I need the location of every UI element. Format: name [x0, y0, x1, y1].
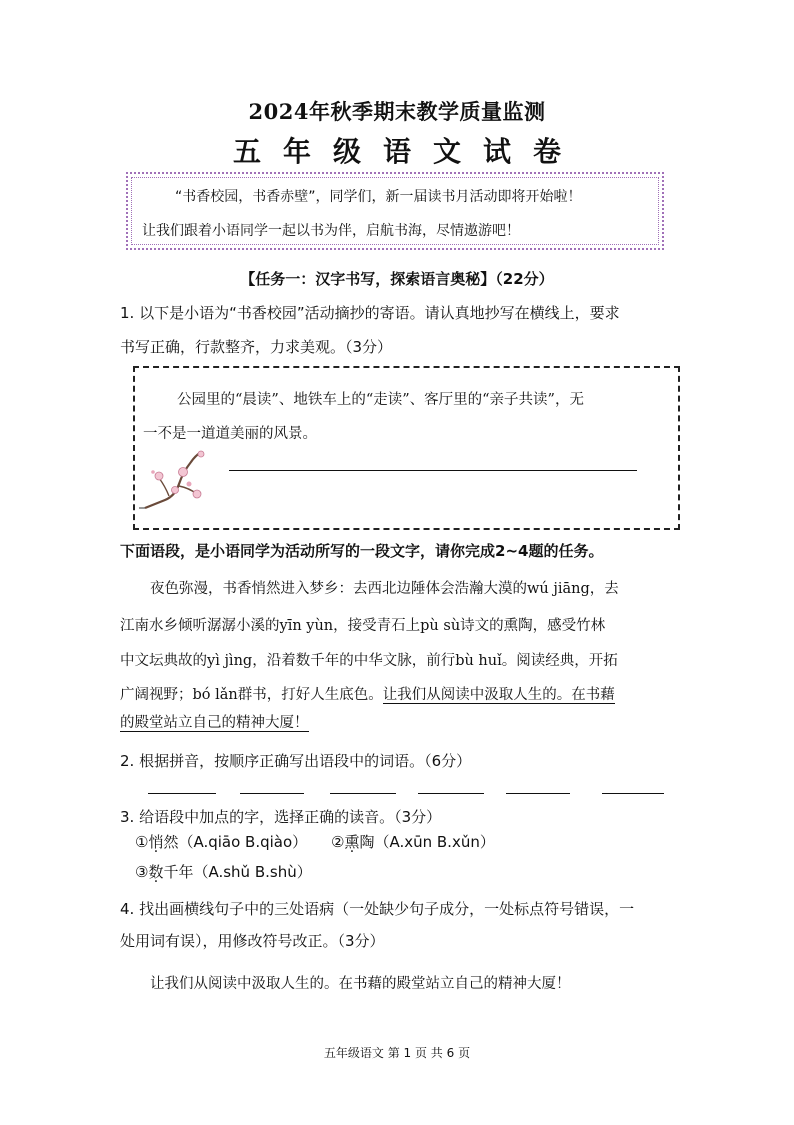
q1-line-2: 书写正确，行款整齐，力求美观。（3分）	[120, 338, 393, 356]
q4-sentence: 让我们从阅读中汲取人生的。在书藉的殿堂站立自己的精神大厦！	[150, 976, 571, 992]
passage-line-5	[120, 711, 309, 732]
q3-text: 3. 给语段中加点的字，选择正确的读音。（3分）	[120, 808, 442, 826]
q3-option-3[interactable]	[135, 861, 312, 882]
copy-box	[133, 366, 680, 530]
quote-line-1: 公园里的“晨读”、地铁车上的“走读”、客厅里的“亲子共读”，无	[177, 392, 584, 408]
answer-blank-6[interactable]	[602, 793, 664, 794]
answer-blank-3[interactable]	[330, 793, 396, 794]
answer-blank-5[interactable]	[506, 793, 570, 794]
passage-line-4-plain: 广阔视野；bó lǎn群书，打好人生底色。	[120, 687, 383, 703]
copy-line[interactable]	[229, 470, 637, 471]
passage-intro: 下面语段，是小语同学为活动所写的一段文字，请你完成2~4题的任务。	[120, 542, 604, 560]
quote-line-2: 一不是一道道美丽的风景。	[143, 426, 317, 442]
answer-blank-1[interactable]	[148, 793, 216, 794]
q3-option-2-char: 熏	[344, 833, 360, 851]
passage-line-1: 夜色弥漫，书香悄然进入梦乡：去西北边陲体会浩瀚大漠的wú jiāng，去	[150, 581, 619, 597]
plum-blossom-icon	[139, 442, 215, 516]
exam-title: 2024年秋季期末教学质量监测	[248, 99, 546, 124]
passage-line-2: 江南水乡倾听潺潺小溪的yīn yùn，接受青石上pù sù诗文的熏陶，感受竹林	[120, 618, 606, 634]
intro-line-2: 让我们跟着小语同学一起以书为伴，启航书海，尽情遨游吧！	[142, 223, 520, 239]
q2-text: 2. 根据拼音，按顺序正确写出语段中的词语。（6分）	[120, 752, 472, 770]
q3-option-1-rest: 然（A.qiāo B.qiào）	[163, 833, 308, 851]
q3-option-3-char: 数	[148, 863, 164, 881]
page-footer: 五年级语文 第 1 页 共 6 页	[323, 1046, 471, 1060]
q4-line-2: 处用词有误），用修改符号改正。（3分）	[120, 932, 385, 950]
intro-line-1: “书香校园，书香赤壁”，同学们，新一届读书月活动即将开始啦！	[175, 189, 582, 205]
q3-option-1-num: ①	[135, 833, 149, 851]
intro-box	[126, 172, 664, 250]
passage-line-5-underlined: 的殿堂站立自己的精神大厦！	[120, 715, 309, 731]
q3-option-3-rest: 千年（A.shǔ B.shù）	[163, 863, 312, 881]
q3-option-2[interactable]	[331, 831, 495, 852]
q3-option-3-num: ③	[135, 863, 149, 881]
answer-blank-2[interactable]	[240, 793, 304, 794]
task1-heading: 【任务一：汉字书写，探索语言奥秘】（22分）	[240, 270, 554, 288]
q3-option-2-rest: 陶（A.xūn B.xǔn）	[359, 833, 495, 851]
answer-blank-4[interactable]	[418, 793, 484, 794]
q3-option-2-num: ②	[331, 833, 345, 851]
passage-line-4-underlined: 让我们从阅读中汲取人生的。在书藉	[382, 687, 615, 703]
q3-option-1-char: 悄	[148, 833, 164, 851]
q1-line-1: 1. 以下是小语为“书香校园”活动摘抄的寄语。请认真地抄写在横线上，要求	[120, 304, 620, 322]
passage-line-4	[120, 683, 615, 704]
q4-line-1: 4. 找出画横线句子中的三处语病（一处缺少句子成分，一处标点符号错误，一	[120, 900, 635, 918]
passage-line-3: 中文坛典故的yì jìng，沿着数千年的中华文脉，前行bù huǐ。阅读经典，开拓	[120, 653, 618, 669]
q3-option-1[interactable]	[135, 831, 307, 852]
exam-subtitle: 五年级语文试卷	[232, 135, 583, 168]
